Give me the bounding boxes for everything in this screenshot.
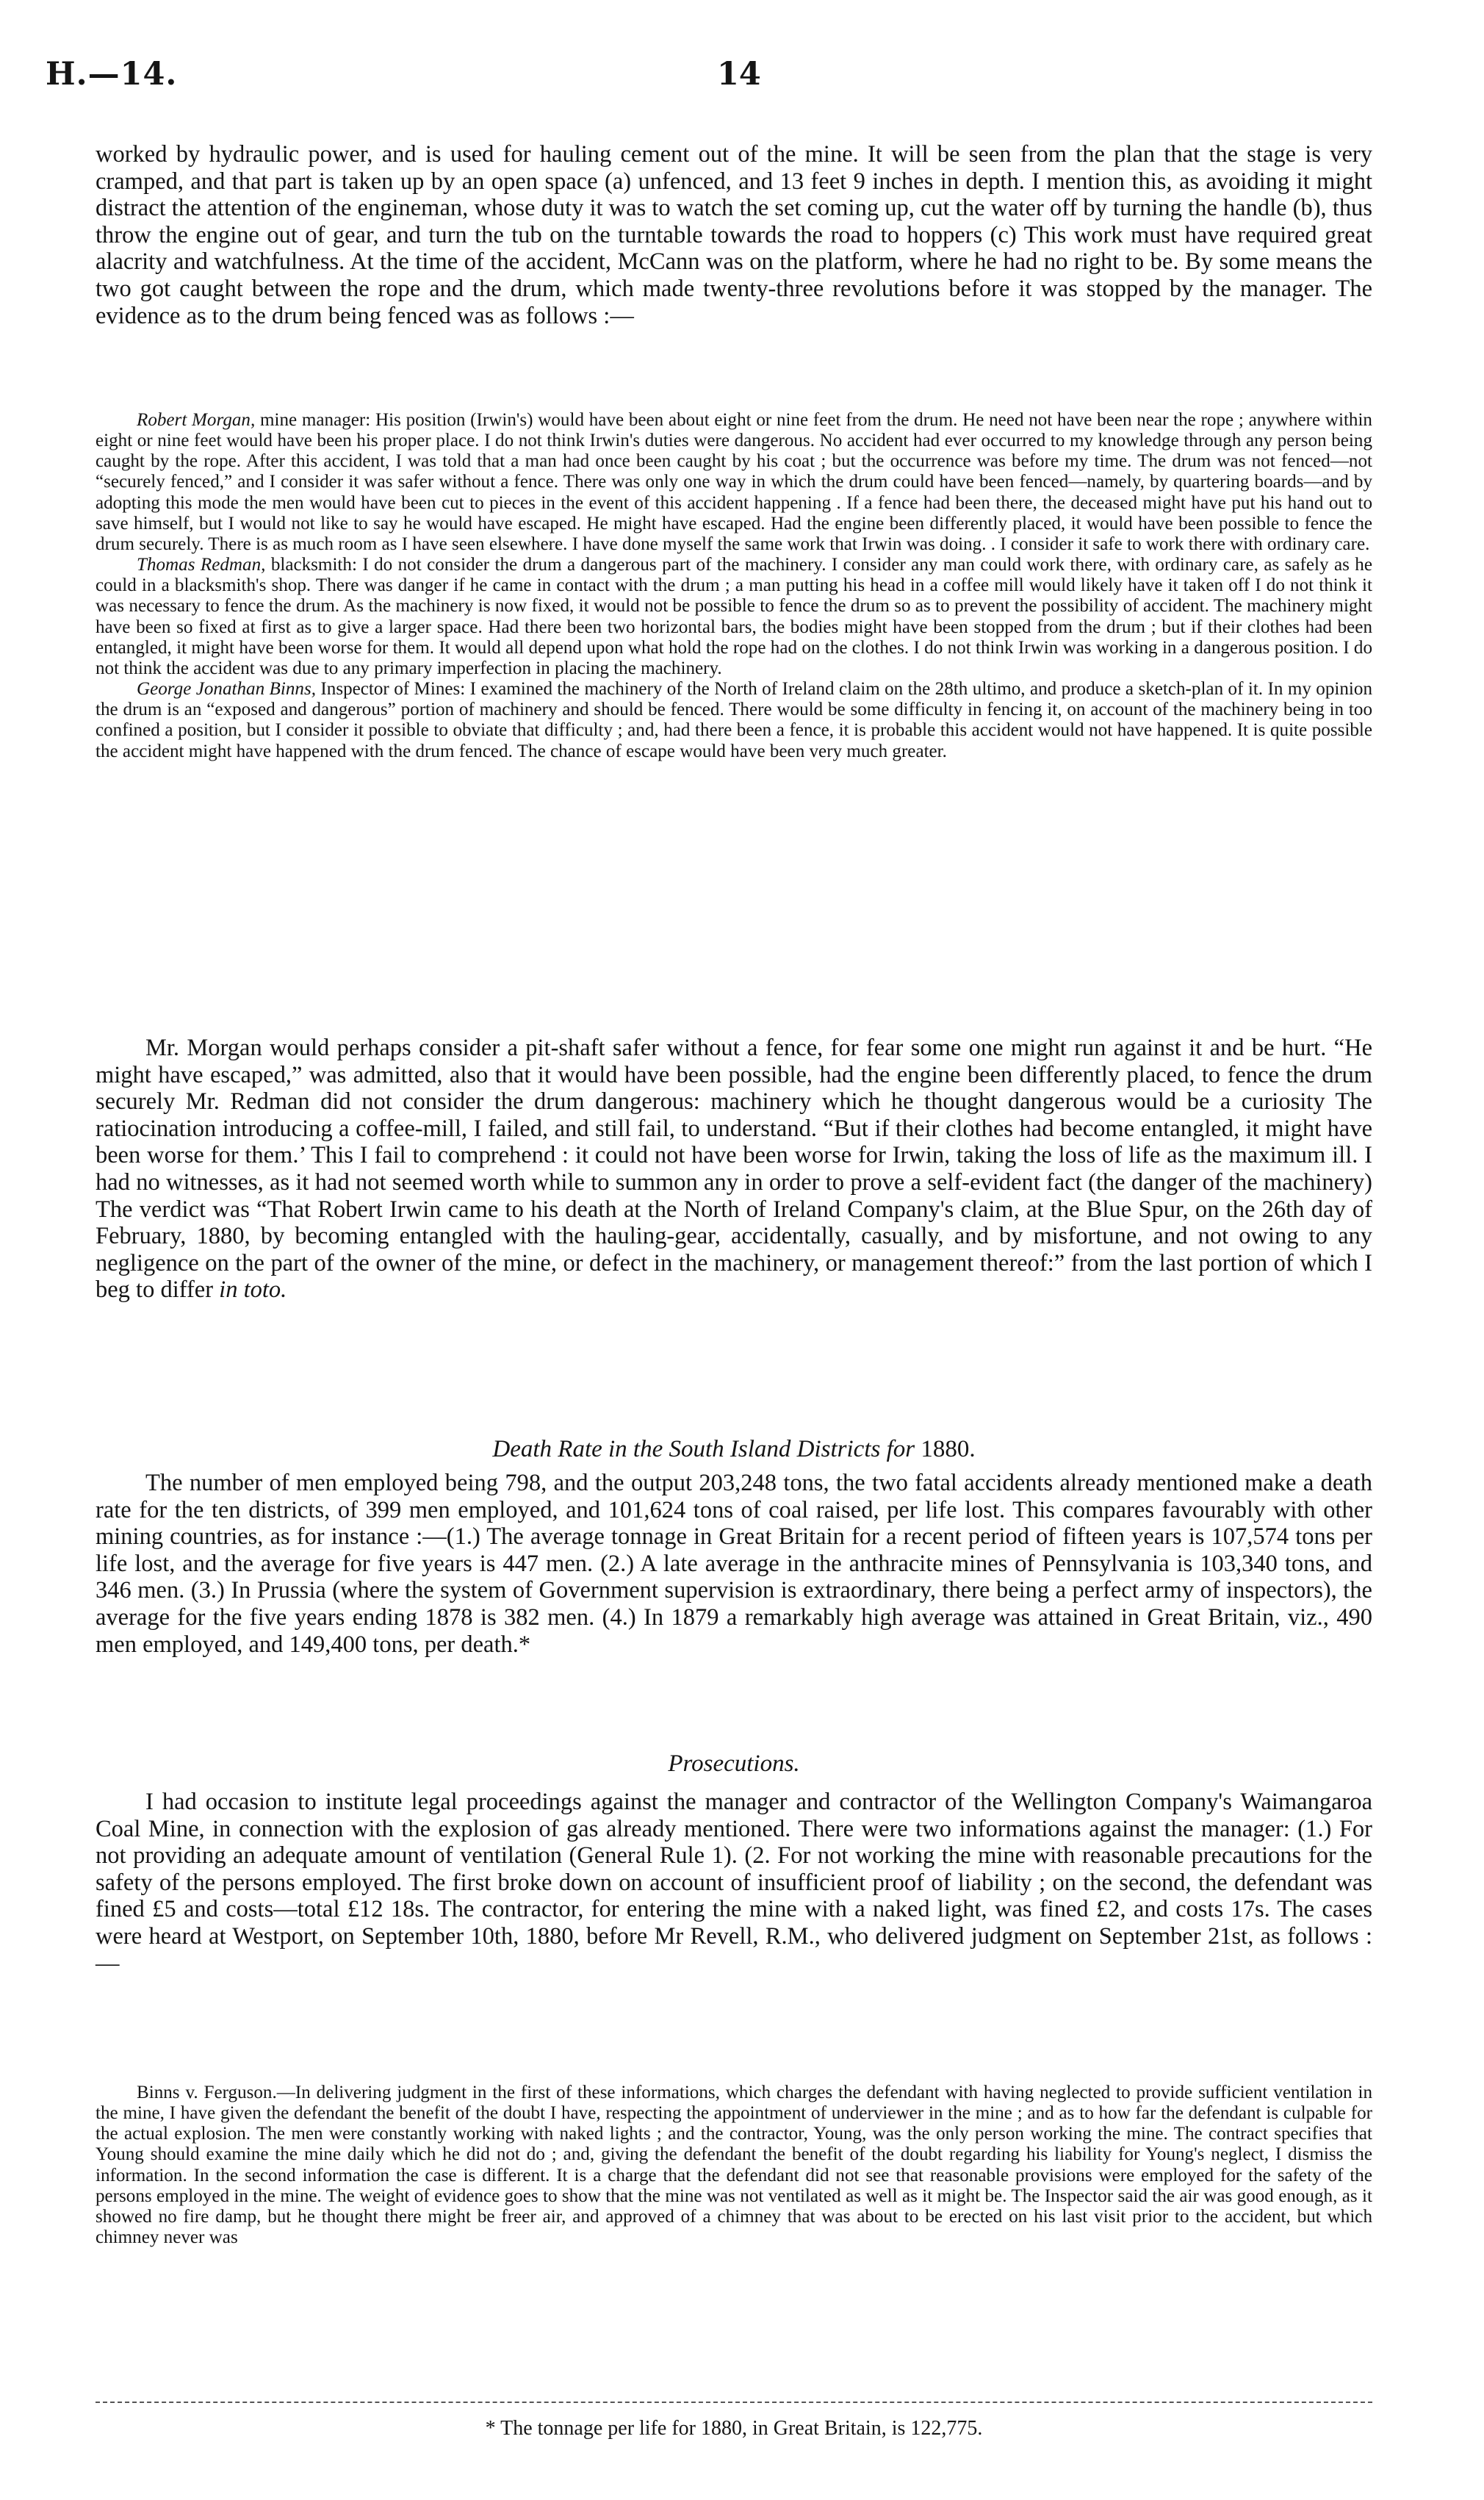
commentary-in-toto: in toto. <box>219 1276 287 1304</box>
evidence-binns-text: Inspector of Mines: I examined the machinery of the North of Ireland claim on the 28th ultimo, and produce a sketch-plan of it. In my opinion the drum is an “exposed and dangerous” portion of machinery and should be fenced. There would be some difficulty in fencing it, on account of the machinery being in too confined a position, but I consider it possible to obviate that difficulty ; and, had there been a fence, it is probable this accident would not have happened. It is quite possible the accident might have happened with the drum fenced. The chance of escape would have been very much greater. <box>96 679 1372 761</box>
death-rate-heading-year: 1880. <box>921 1436 976 1462</box>
prosecutions-heading: Prosecutions. <box>668 1750 800 1777</box>
witness-name-morgan: Robert Morgan, <box>137 410 256 430</box>
evidence-morgan-text: mine manager: His position (Irwin's) would have been about eight or nine feet from the drum. He need not have been near the rope ; anywhere within eight or nine feet would have been his proper place. I do not think Irwin's duties were dangerous. No accident had ever occurred to my knowledge through any person being caught by the rope. After this accident, I was told that a man had once been caught by his coat ; but the occurrence was before my time. The drum was not fenced—not “securely fenced,” and I consider it was safer without a fence. There was only one way in which the drum could have been fenced—namely, by quartering boards—and by adopting this mode the men would have been cut to pieces in the event of this accident happening . If a fence had been there, the deceased might have put his hand out to save himself, but I would not like to say he would have escaped. He might have escaped. Had the engine been differently placed, it would have been possible to fence the drum securely. There is as much room as I have seen elsewhere. I have done myself the same work that Irwin was doing. . I consider it safe to work there with ordinary care. <box>96 410 1372 554</box>
judgment-paragraph: Binns v. Ferguson.—In delivering judgment in the first of these informations, which charges the defendant with having neglected to provide sufficient ventilation in the mine, I have given the defendant the benefit of the doubt I have, respecting the appointment of underviewer in the mine ; and as to how far the defendant is culpable for the actual explosion. The men were constantly working with naked lights ; and the contractor, Young, was the only person working the mine. The contract specifies that Young should examine the mine daily which he did not do ; and, giving the defendant the benefit of the doubt regarding his liability for Young's neglect, I dismiss the information. In the second information the case is different. It is a charge that the defendant did not see that reasonable provisions were employed for the safety of the persons employed in the mine. The weight of evidence goes to show that the mine was not ventilated as well as it might be. The Inspector said the air was good enough, as it showed no fire damp, but he thought there might be freer air, and approved of a chimney that was about to be erected on his last visit prior to the accident, but which chimney never was <box>96 2083 1372 2248</box>
opening-paragraph: worked by hydraulic power, and is used for hauling cement out of the mine. It will be seen from the plan that the stage is very cramped, and that part is taken up by an open space (a) unfenced, and 13 feet 9 inches in depth. I mention this, as avoiding it might distract the attention of the engineman, whose duty it was to watch the set coming up, cut the water off by turning the handle (b), thus throw the engine out of gear, and turn the tub on the turntable towards the road to hoppers (c) This work must have required great alacrity and watchfulness. At the time of the accident, McCann was on the platform, where he had no right to be. By some means the two got caught between the rope and the drum, which made twenty-three revolutions before it was stopped by the manager. The evidence as to the drum being fenced was as follows :— <box>96 141 1372 329</box>
evidence-morgan <box>96 410 1372 555</box>
death-rate-heading-text: Death Rate in the South Island Districts for <box>492 1436 915 1462</box>
evidence-binns <box>96 679 1372 762</box>
evidence-redman-text: blacksmith: I do not consider the drum a dangerous part of the machinery. I consider any man could work there, with ordinary care, as safely as he could in a blacksmith's shop. There was danger if he came in contact with the drum ; a man putting his head in a coffee mill would likely have it taken off I do not think it was necessary to fence the drum. As the machinery is now fixed, it would not be possible to fence the drum so as to prevent the possibility of accident. The machinery might have been so fixed at first as to give a larger space. Had there been two horizontal bars, the bodies might have been stopped from the drum ; but if their clothes had been entangled, it might have been worse for them. It would all depend upon what hold the rope had on the clothes. I do not think Irwin was working in a dangerous position. I do not think the accident was due to any primary imperfection in placing the machinery. <box>96 555 1372 678</box>
commentary-text: Mr. Morgan would perhaps consider a pit-shaft safer without a fence, for fear some one might run against it and be hurt. “He might have escaped,” was admitted, also that it would have been possible, had the engine been differently placed, to fence the drum securely Mr. Redman did not consider the drum dangerous: machinery which he thought dangerous would be a curiosity The ratiocination introducing a coffee-mill, I failed, and still fail, to understand. “But if their clothes had become entangled, it might have been worse for them.’ This I fail to comprehend : it could not have been worse for Irwin, taking the loss of life as the maximum ill. I had no witnesses, as it had not seemed worth while to summon any in order to prove a self-evident fact (the danger of the machinery) The verdict was “That Robert Irwin came to his death at the North of Ireland Company's claim, at the Blue Spur, on the 26th day of February, 1880, by becoming entangled with the hauling-gear, accidentally, casually, and by misfortune, and not owing to any negligence on the part of the owner of the mine, or defect in the machinery, or management thereof:” from the last portion of which I beg to differ <box>96 1035 1372 1304</box>
footnote: * The tonnage per life for 1880, in Great Britain, is 122,775. <box>485 2417 983 2440</box>
prosecutions-section <box>96 1749 1372 1977</box>
page-number: 14 <box>717 56 761 93</box>
prosecutions-paragraph: I had occasion to institute legal proceedings against the manager and contractor of the Wellington Company's Waimangaroa Coal Mine, in connection with the explosion of gas already mentioned. There were two informations against the manager: (1.) For not providing an adequate amount of ventilation (General Rule 1). (2. For not working the mine with reasonable precautions for the safety of the persons employed. The first broke down on account of insufficient proof of liability ; on the second, the defendant was fined £5 and costs—total £12 18s. The contractor, for entering the mine with a naked light, was fined £2, and costs 17s. The cases were heard at Westport, on September 10th, 1880, before Mr Revell, R.M., who delivered judgment on September 21st, as follows :— <box>96 1789 1372 1977</box>
footnote-rule <box>96 2402 1372 2403</box>
opening-paragraph-block <box>96 141 1372 329</box>
death-rate-paragraph: The number of men employed being 798, and the output 203,248 tons, the two fatal accidents already mentioned make a death rate for the ten districts, of 399 men employed, and 101,624 tons of coal raised, per life lost. This compares favourably with other mining countries, as for instance :—(1.) The average tonnage in Great Britain for a recent period of fifteen years is 107,574 tons per life lost, and the average for five years is 447 men. (2.) A late average in the anthracite mines of Pennsylvania is 103,340 tons, and 346 men. (3.) In Prussia (where the system of Government supervision is extraordinary, there being a perfect army of inspectors), the average for the five years ending 1878 is 382 men. (4.) In 1879 a remarkably high average was attained in Great Britain, viz., 490 men employed, and 149,400 tons, per death.* <box>96 1470 1372 1658</box>
commentary-paragraph <box>96 1035 1372 1304</box>
death-rate-heading <box>96 1434 1372 1464</box>
parliamentary-paper-reference: H.—14. <box>46 56 178 93</box>
evidence-block <box>96 410 1372 762</box>
judgment-block <box>96 2083 1372 2248</box>
commentary-block <box>96 1035 1372 1304</box>
witness-name-binns: George Jonathan Binns, <box>137 679 316 700</box>
witness-name-redman: Thomas Redman, <box>137 555 266 575</box>
death-rate-section <box>96 1434 1372 1658</box>
evidence-redman <box>96 555 1372 679</box>
